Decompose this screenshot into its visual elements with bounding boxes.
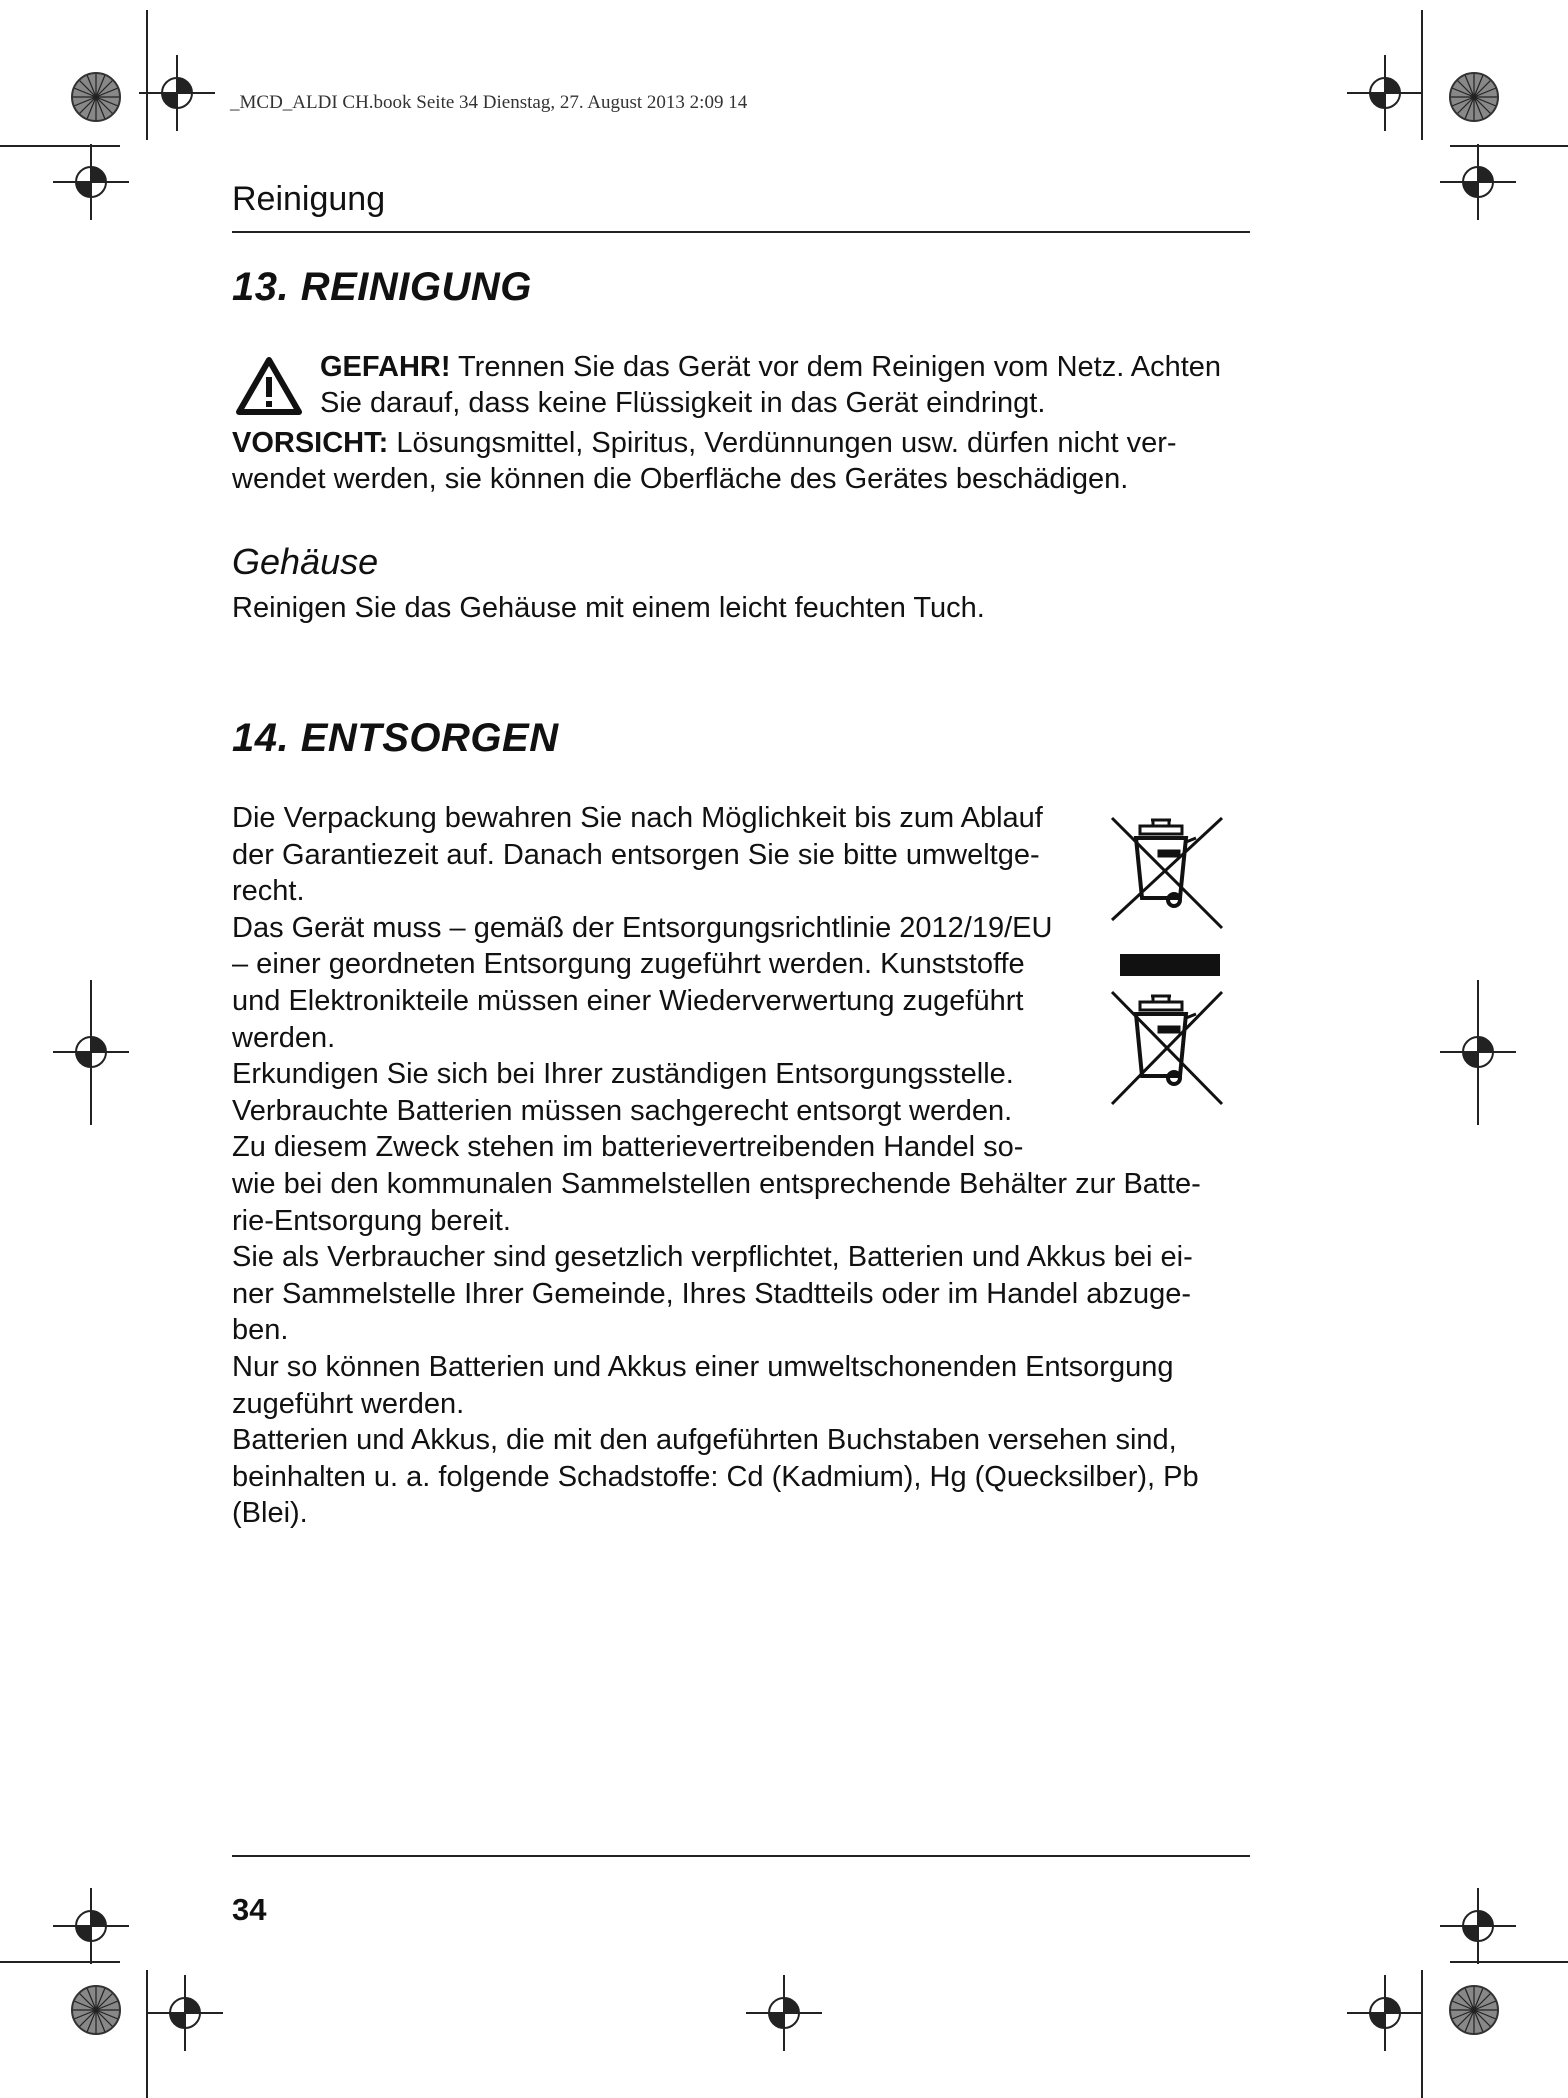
- crossed-out-wheelie-bin-icon: [1112, 818, 1222, 928]
- danger-line-1: [320, 349, 1221, 386]
- warning-triangle-icon: [236, 357, 302, 415]
- registration-mark-icon: [53, 1888, 129, 1964]
- registration-mark-icon: [53, 144, 129, 220]
- danger-label: GEFAHR!: [320, 351, 451, 383]
- registration-mark-icon: [147, 1975, 223, 2051]
- registration-mark-icon: [1440, 1888, 1516, 1964]
- footer-rule: [232, 1855, 1250, 1857]
- housing-subheading: Gehäuse: [232, 541, 379, 582]
- text-line: Die Verpackung bewahren Sie nach Möglichkeit bis zum Ablauf: [232, 802, 1043, 834]
- section-14-heading: 14. ENTSORGEN: [232, 716, 559, 760]
- text-line: – einer geordneten Entsorgung zugeführt werden. Kunststoffe: [232, 948, 1025, 981]
- danger-line-2: Sie darauf, dass keine Flüssigkeit in das Gerät eindringt.: [320, 387, 1046, 419]
- text-line: (Blei).: [232, 1497, 308, 1530]
- text-line: Erkundigen Sie sich bei Ihrer zuständigen Entsorgungsstelle.: [232, 1058, 1014, 1091]
- caution-line-1: [232, 425, 1177, 462]
- text-line: und Elektronikteile müssen einer Wiederverwertung zugeführt: [232, 984, 1024, 1017]
- text-line: recht.: [232, 875, 305, 908]
- crossed-out-wheelie-bin-icon: [1112, 992, 1222, 1104]
- weee-symbols: [1104, 812, 1234, 1132]
- text-line: wie bei den kommunalen Sammelstellen entsprechende Behälter zur Batte-: [232, 1167, 1201, 1200]
- running-head: Reinigung: [232, 180, 386, 218]
- registration-mark-icon: [139, 55, 215, 131]
- caution-line-2: wendet werden, sie können die Oberfläche des Gerätes beschädigen.: [232, 463, 1129, 495]
- caution-label: VORSICHT:: [232, 427, 389, 459]
- text-line: Sie als Verbraucher sind gesetzlich verpflichtet, Batterien und Akkus bei ei-: [232, 1241, 1193, 1274]
- text-line: Batterien und Akkus, die mit den aufgeführten Buchstaben versehen sind,: [232, 1424, 1177, 1457]
- text-line: Nur so können Batterien und Akkus einer umweltschonenden Entsorgung: [232, 1350, 1174, 1383]
- color-wheel-icon: [72, 1986, 120, 2034]
- text-line: ben.: [232, 1314, 289, 1347]
- text-line: rie-Entsorgung bereit.: [232, 1204, 511, 1237]
- print-slug: _MCD_ALDI CH.book Seite 34 Dienstag, 27. August 2013 2:09 14: [230, 92, 748, 113]
- text-line: Verbrauchte Batterien müssen sachgerecht entsorgt werden.: [232, 1094, 1013, 1127]
- text-line: beinhalten u. a. folgende Schadstoffe: Cd (Kadmium), Hg (Quecksilber), Pb: [232, 1460, 1199, 1493]
- text-line: zugeführt werden.: [232, 1387, 465, 1420]
- color-wheel-icon: [72, 73, 120, 121]
- text-line: werden.: [232, 1021, 336, 1054]
- registration-mark-icon: [1440, 144, 1516, 220]
- housing-text: Reinigen Sie das Gehäuse mit einem leicht feuchten Tuch.: [232, 592, 985, 624]
- caution-text-1: Lösungsmittel, Spiritus, Verdünnungen usw. dürfen nicht ver-: [388, 427, 1177, 459]
- registration-mark-icon: [746, 1975, 822, 2051]
- disposal-text-block: [232, 800, 1201, 1532]
- color-wheel-icon: [1450, 73, 1498, 121]
- text-line: Das Gerät muss – gemäß der Entsorgungsrichtlinie 2012/19/EU: [232, 911, 1053, 944]
- header-rule: [232, 231, 1250, 233]
- text-line: Zu diesem Zweck stehen im batterievertreibenden Handel so-: [232, 1131, 1024, 1164]
- text-line: der Garantiezeit auf. Danach entsorgen Sie sie bitte umweltge-: [232, 838, 1040, 871]
- registration-mark-icon: [1347, 1975, 1423, 2051]
- section-13-heading: 13. REINIGUNG: [232, 265, 532, 309]
- danger-text-1: Trennen Sie das Gerät vor dem Reinigen vom Netz. Achten: [450, 351, 1222, 383]
- registration-mark-icon: [1347, 55, 1423, 131]
- color-wheel-icon: [1450, 1986, 1498, 2034]
- text-line: ner Sammelstelle Ihrer Gemeinde, Ihres Stadtteils oder im Handel abzuge-: [232, 1277, 1192, 1310]
- page-number: 34: [232, 1892, 267, 1927]
